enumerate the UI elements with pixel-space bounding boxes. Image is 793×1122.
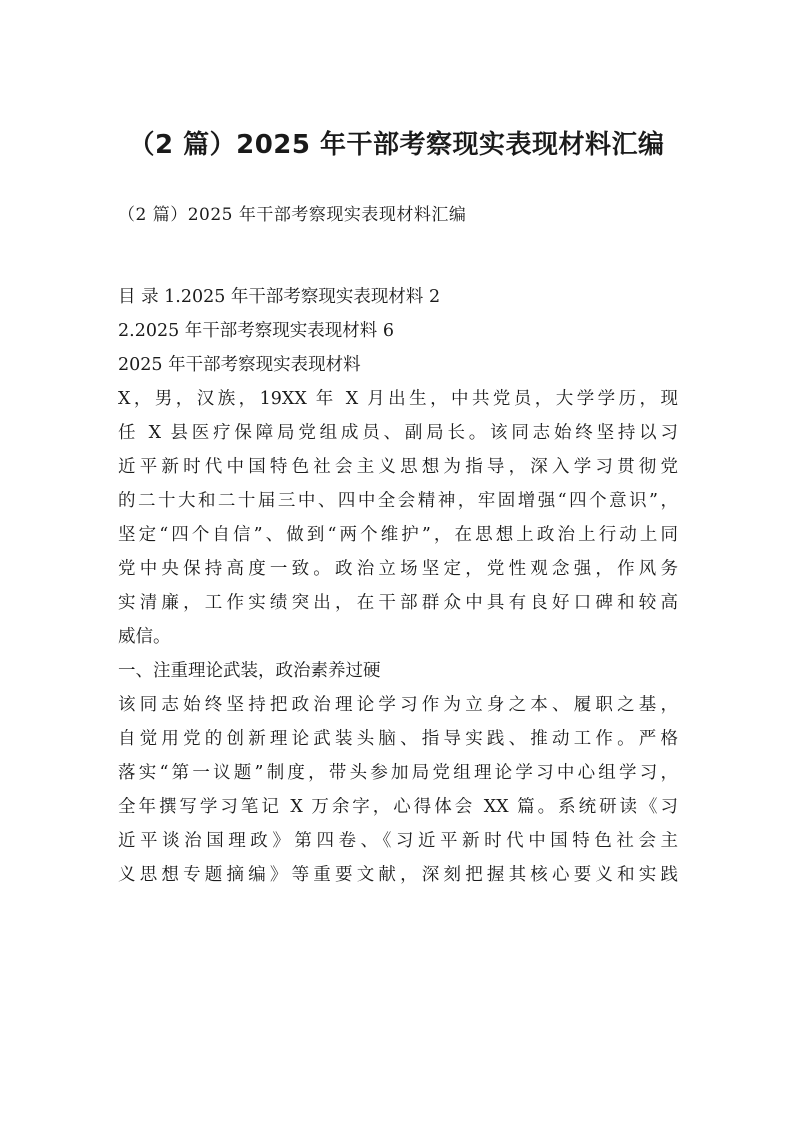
paragraph-line: 近平谈治国理政》第四卷、《习近平新时代中国特色社会主: [118, 831, 678, 851]
paragraph-line: 坚定“四个自信”、做到“两个维护”，在思想上政治上行动上同: [118, 525, 678, 545]
paragraph-line: 近平新时代中国特色社会主义思想为指导，深入学习贯彻党: [118, 457, 678, 477]
paragraph-line: 自觉用党的创新理论武装头脑、指导实践、推动工作。严格: [118, 729, 678, 749]
paragraph-line: 全年撰写学习笔记 X 万余字，心得体会 XX 篇。系统研读《习: [118, 797, 678, 817]
paragraph-line: 该同志始终坚持把政治理论学习作为立身之本、履职之基，: [118, 695, 678, 715]
document-body: [118, 280, 678, 892]
paragraph-line: 的二十大和二十届三中、四中全会精神，牢固增强“四个意识”，: [118, 491, 678, 511]
toc-line-1: 目 录 1.2025 年干部考察现实表现材料 2: [118, 287, 441, 307]
paragraph-line: 党中央保持高度一致。政治立场坚定，党性观念强，作风务: [118, 559, 678, 579]
paragraph-line: 任 X 县医疗保障局党组成员、副局长。该同志始终坚持以习: [118, 423, 678, 443]
section-heading: 一、注重理论武装，政治素养过硬: [118, 661, 381, 681]
paragraph-line: 威信。: [118, 627, 171, 647]
section-title: 2025 年干部考察现实表现材料: [118, 355, 361, 375]
paragraph-line: 实清廉，工作实绩突出，在干部群众中具有良好口碑和较高: [118, 593, 678, 613]
paragraph-line: X，男，汉族，19XX 年 X 月出生，中共党员，大学学历，现: [118, 389, 678, 409]
paragraph-line: 落实“第一议题”制度，带头参加局党组理论学习中心组学习，: [118, 763, 678, 783]
document-title: （2 篇）2025 年干部考察现实表现材料汇编: [128, 130, 665, 160]
paragraph-line: 义思想专题摘编》等重要文献，深刻把握其核心要义和实践: [118, 865, 678, 885]
document-subtitle: （2 篇）2025 年干部考察现实表现材料汇编: [118, 205, 467, 225]
toc-line-2: 2.2025 年干部考察现实表现材料 6: [118, 321, 394, 341]
